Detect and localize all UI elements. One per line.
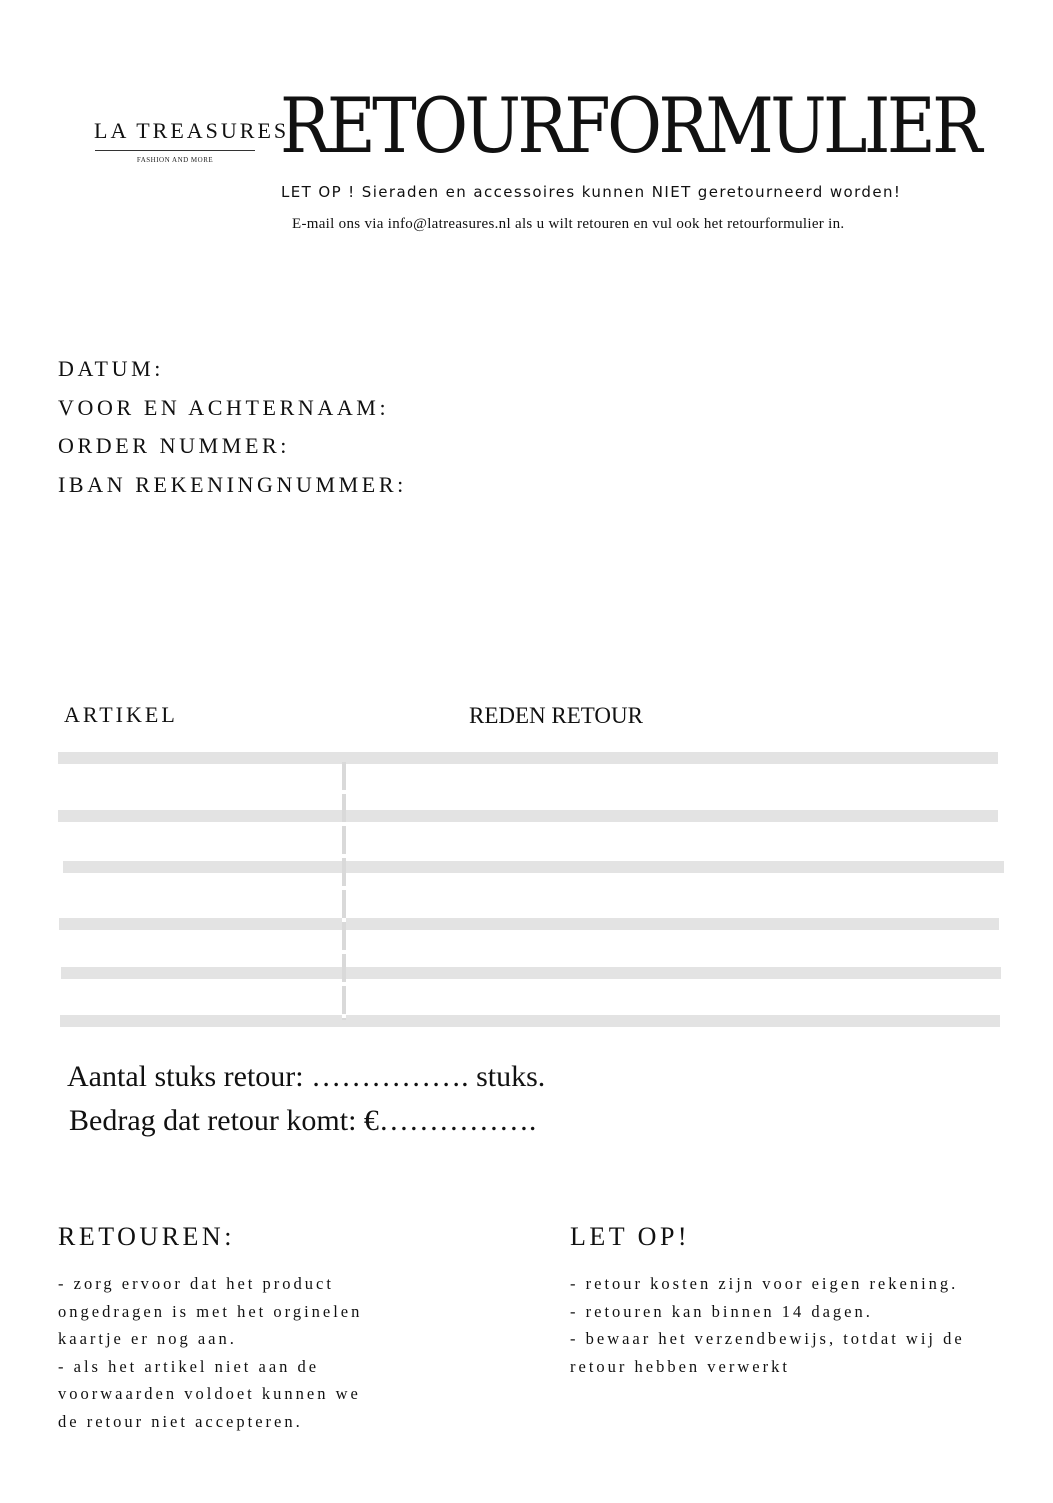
form-fields [58, 350, 407, 504]
let-op-line: - retouren kan binnen 14 dagen. [570, 1301, 873, 1321]
retouren-line: voorwaarden voldoet kunnen we [58, 1384, 361, 1403]
let-op-line: - retour kosten zijn voor eigen rekening. [570, 1274, 959, 1293]
field-iban: IBAN REKENINGNUMMER: [58, 471, 407, 497]
table-row-line [61, 967, 1001, 979]
table-row-line [59, 918, 999, 930]
let-op-line: - bewaar het verzendbewijs, totdat wij de [570, 1329, 965, 1348]
retouren-line: kaartje er nog aan. [58, 1329, 237, 1348]
let-op-line: retour hebben verwerkt [570, 1356, 790, 1376]
field-datum: DATUM: [58, 356, 164, 381]
logo-divider [95, 150, 255, 151]
column-header-reden-retour: REDEN RETOUR [469, 703, 643, 728]
table-row-line [58, 752, 998, 764]
page-title: RETOURFORMULIER [280, 81, 979, 170]
retouren-text [58, 1270, 362, 1435]
aantal-stuks-line: Aantal stuks retour: ……………. stuks. [67, 1060, 546, 1093]
table-row-line [58, 810, 998, 822]
retouren-line: - zorg ervoor dat het product [58, 1274, 334, 1293]
retouren-line: de retour niet accepteren. [58, 1411, 303, 1431]
logo-name: LA TREASURES [94, 118, 290, 143]
retouren-heading: RETOUREN: [58, 1222, 235, 1251]
totals [67, 1055, 545, 1143]
table-row-line [60, 1015, 1000, 1027]
let-op-text [570, 1270, 965, 1380]
field-naam: VOOR EN ACHTERNAAM: [58, 394, 390, 420]
warning-note: LET OP ! Sieraden en accessoires kunnen NIET geretourneerd worden! [281, 183, 902, 201]
retouren-line: ongedragen is met het orginelen [58, 1301, 363, 1321]
logo-tagline: FASHION AND MORE [136, 156, 214, 164]
bedrag-line: Bedrag dat retour komt: €……………. [69, 1104, 537, 1137]
table-column-divider [342, 762, 346, 1020]
field-ordernummer: ORDER NUMMER: [58, 433, 290, 458]
column-header-artikel: ARTIKEL [64, 702, 178, 727]
retouren-line: - als het artikel niet aan de [58, 1356, 320, 1376]
let-op-heading: LET OP! [570, 1222, 691, 1251]
email-note: E-mail ons via info@latreasures.nl als u wilt retouren en vul ook het retourformulier in. [292, 216, 845, 232]
table-row-line [63, 861, 1004, 873]
